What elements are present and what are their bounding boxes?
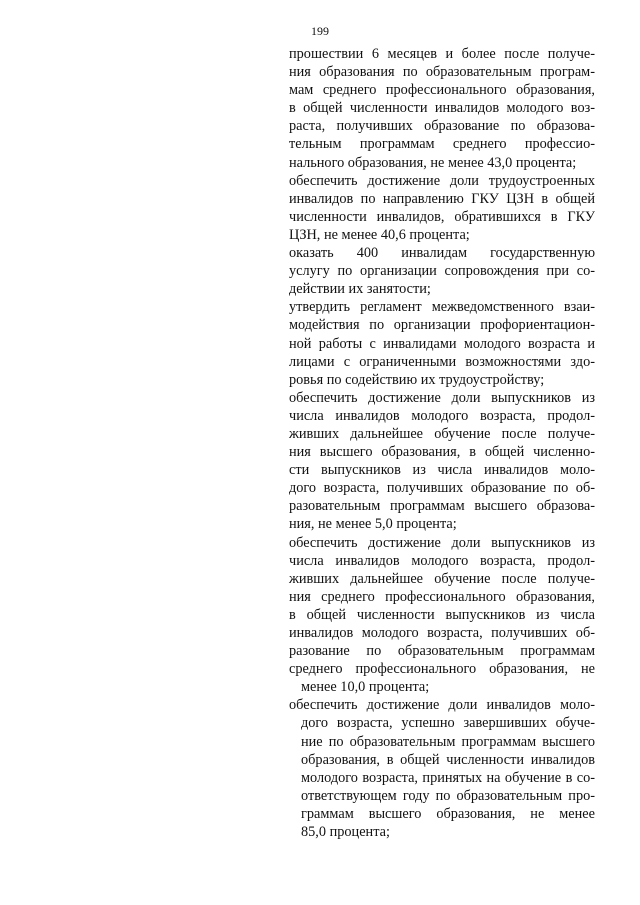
text-line: ной работы с инвалидами молодого возраста и — [289, 335, 595, 352]
text-line: в общей численности выпускников из числа — [289, 606, 595, 623]
text-line: живших дальнейшее обучение после получе- — [289, 425, 595, 442]
text-line: ответствующем году по образовательным про- — [301, 787, 595, 804]
text-line: обеспечить достижение доли инвалидов моло- — [289, 697, 595, 714]
text-line: обеспечить достижение доли трудоустроенных — [289, 172, 595, 189]
text-line: обеспечить достижение доли выпускников из — [289, 534, 595, 551]
text-line: менее 10,0 процента; — [301, 679, 430, 696]
text-line: образования, в общей численности инвалидов — [301, 751, 595, 768]
paragraph — [289, 298, 595, 388]
text-line: молодого возраста, принятых на обучение в со- — [301, 769, 595, 786]
text-line: ровья по содействию их трудоустройству; — [289, 371, 545, 388]
text-line: лицами с ограниченными возможностями здо- — [289, 353, 595, 370]
text-line: действии их занятости; — [289, 281, 431, 298]
text-line: оказать 400 инвалидам государственную — [289, 245, 595, 262]
paragraph — [289, 45, 595, 172]
text-line: ние по образовательным программам высшего — [301, 733, 595, 750]
text-line: тельным программам среднего профессио- — [289, 136, 595, 153]
text-line: числа инвалидов молодого возраста, продол- — [289, 552, 595, 569]
text-line: разование по образовательным программам — [289, 643, 595, 660]
text-line: численности инвалидов, обратившихся в ГКУ — [289, 208, 595, 225]
text-line: в общей численности инвалидов молодого воз- — [289, 100, 595, 117]
page-number: 199 — [311, 24, 329, 38]
text-line: услугу по организации сопровождения при со- — [289, 263, 595, 280]
text-line: нального образования, не менее 43,0 процента; — [289, 154, 577, 171]
text-line: ния образования по образовательным програм- — [289, 64, 595, 81]
paragraph — [289, 389, 595, 534]
paragraph — [289, 696, 595, 841]
text-line: разовательным программам высшего образова- — [289, 498, 595, 515]
text-line: прошествии 6 месяцев и более после получе- — [289, 46, 595, 62]
text-line: инвалидов молодого возраста, получивших об- — [289, 625, 595, 641]
text-line: обеспечить достижение доли выпускников из — [289, 389, 595, 406]
document-body — [289, 45, 595, 841]
text-line: ЦЗН, не менее 40,6 процента; — [289, 226, 470, 243]
paragraph — [289, 244, 595, 298]
text-line: ния среднего профессионального образования, — [289, 588, 595, 605]
text-line: мам среднего профессионального образования, — [289, 82, 595, 99]
text-line: ния высшего образования, в общей численно- — [289, 444, 595, 461]
text-line: среднего профессионального образования, не — [289, 661, 595, 678]
paragraph — [289, 534, 595, 697]
text-line: дого возраста, получивших образование по об- — [289, 480, 595, 497]
text-line: живших дальнейшее обучение после получе- — [289, 570, 595, 587]
text-line: граммам высшего образования, не менее — [301, 805, 595, 822]
text-line: числа инвалидов молодого возраста, продол- — [289, 407, 595, 424]
text-line: утвердить регламент межведомственного взаи- — [289, 299, 595, 316]
text-line: дого возраста, успешно завершивших обуче- — [301, 715, 595, 732]
text-line: ния, не менее 5,0 процента; — [289, 516, 457, 533]
text-line: 85,0 процента; — [301, 824, 390, 841]
paragraph — [289, 172, 595, 244]
text-line: сти выпускников из числа инвалидов моло- — [289, 462, 595, 479]
text-line: раста, получивших образование по образова- — [289, 118, 595, 135]
text-line: модействия по организации профориентацион- — [289, 317, 595, 334]
text-line: инвалидов по направлению ГКУ ЦЗН в общей — [289, 190, 595, 207]
